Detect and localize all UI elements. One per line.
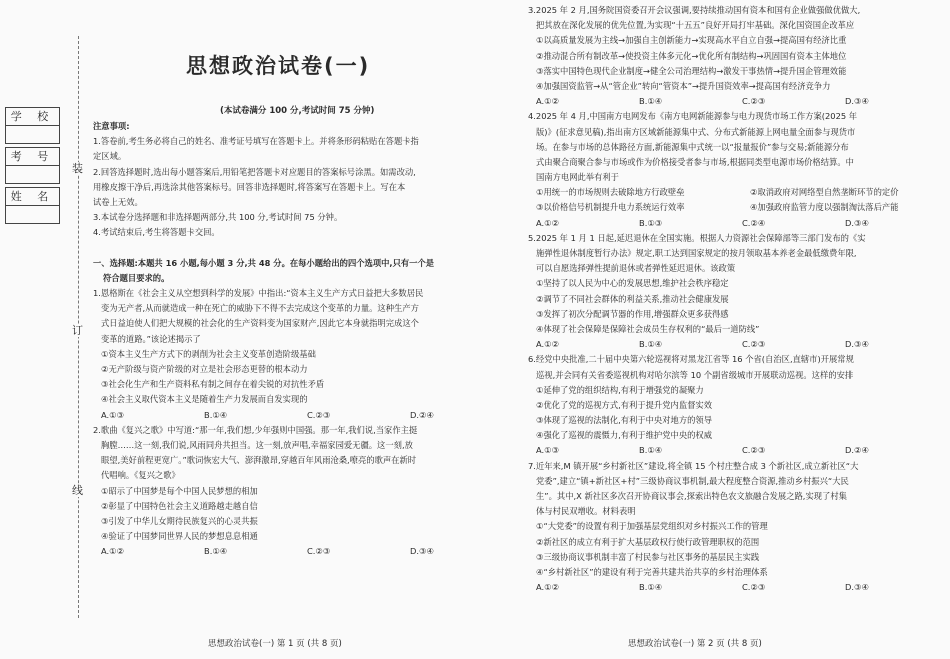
binding-char-xian: 线 bbox=[72, 484, 83, 497]
q3-option-d[interactable]: D.③④ bbox=[845, 96, 869, 107]
name-field bbox=[5, 187, 60, 224]
q6-item: ①延伸了党的组织结构,有利于增强党的凝聚力 bbox=[536, 384, 704, 395]
q7-item: ②新社区的成立有利于扩大基层政权行使行政管理职权的范围 bbox=[536, 536, 760, 547]
q3-options bbox=[528, 94, 950, 109]
school-field bbox=[5, 107, 60, 144]
q1-stem: 变为无产者,从而就造成一种在死亡的威胁下不得不去完成这个变革的力量。这种生产方 bbox=[101, 303, 419, 314]
q2-option-d[interactable]: D.③④ bbox=[410, 546, 434, 557]
note-line: 用橡皮擦干净后,再选涂其他答案标号。回答非选择题时,将答案写在答题卡上。写在本 bbox=[93, 181, 406, 192]
school-label: 学 校 bbox=[6, 108, 59, 126]
q6-stem: 巡视,并会同有关省委巡视机构对哈尔滨等 10 个副省级城市开展联动巡视。这样的安排 bbox=[536, 369, 854, 380]
q3-option-a[interactable]: A.①② bbox=[536, 96, 560, 107]
q4-item-3: ③以价格信号机制提升电力系统运行效率 bbox=[536, 202, 685, 213]
q2-stem: 胸膛……这一刻,我们说,风雨同舟共担当。这一刻,放声唱,幸福家园爱无疆。这一刻,放 bbox=[101, 439, 413, 450]
q2-option-b[interactable]: B.①④ bbox=[204, 546, 228, 557]
name-label: 姓 名 bbox=[6, 188, 59, 206]
q1-option-c[interactable]: C.②③ bbox=[307, 409, 331, 420]
q2-option-c[interactable]: C.②③ bbox=[307, 546, 331, 557]
q7-item: ④“乡村新社区”的建设有利于完善共建共治共享的乡村治理体系 bbox=[536, 566, 768, 577]
q4-items bbox=[528, 200, 950, 215]
q4-option-a[interactable]: A.①② bbox=[536, 217, 560, 228]
notice-title: 注意事项: bbox=[93, 121, 130, 131]
q5-option-d[interactable]: D.③④ bbox=[845, 339, 869, 350]
note-line: 4.考试结束后,考生将答题卡交回。 bbox=[93, 227, 220, 238]
school-blank bbox=[6, 126, 59, 143]
q1-item: ①资本主义生产方式下的剥削为社会主义变革创造阶级基础 bbox=[101, 348, 316, 359]
q1-item: ②无产阶级与资产阶级的对立是社会形态更替的根本动力 bbox=[101, 364, 308, 374]
q4-option-b[interactable]: B.①③ bbox=[639, 217, 663, 228]
q2-item: ②彰显了中国特色社会主义道路越走越自信 bbox=[101, 500, 258, 511]
q2-stem: 代唱响。《复兴之歌》 bbox=[101, 470, 180, 481]
q7-stem: 体与村民双增收。材料表明 bbox=[536, 506, 636, 517]
q6-stem: 6.经党中央批准,二十届中央第六轮巡视将对黑龙江省等 16 个省(自治区,直辖市)开展常规 bbox=[528, 354, 854, 365]
q5-stem: 可以自愿选择弹性提前退休或者弹性延迟退休。该政策 bbox=[536, 263, 736, 274]
q2-options bbox=[93, 544, 513, 559]
exam-number-field bbox=[5, 147, 60, 184]
q4-stem: 4.2025 年 4 月,中国南方电网发布《南方电网新能源参与电力现货市场工作方案(2025 年 bbox=[528, 111, 858, 122]
q6-item: ②优化了党的巡视方式,有利于提升党内监督实效 bbox=[536, 399, 713, 410]
exam-page-2 bbox=[475, 0, 950, 659]
q3-item: ④加强国资监管→从“管企业”转向“管资本”→提升国资效率→提高国有经济竞争力 bbox=[536, 80, 831, 91]
q1-item: ④社会主义取代资本主义是随着生产力发展而自发实现的 bbox=[101, 394, 308, 405]
note-line: 3.本试卷分选择题和非选择题两部分,共 100 分,考试时间 75 分钟。 bbox=[93, 212, 343, 223]
q4-option-d[interactable]: D.③④ bbox=[845, 217, 869, 228]
q6-option-d[interactable]: D.②④ bbox=[845, 445, 869, 456]
q4-item-4: ④加强政府监管力度以强制淘汰落后产能 bbox=[750, 202, 899, 213]
q3-option-c[interactable]: C.②③ bbox=[742, 96, 766, 107]
q1-stem: 变革的道路。”该论述揭示了 bbox=[101, 333, 201, 344]
q6-item: ④强化了巡视的震慑力,有利于维护党中央的权威 bbox=[536, 430, 713, 441]
q5-item: ③发挥了初次分配调节器的作用,增强群众更多获得感 bbox=[536, 308, 729, 319]
binding-char-ding: 订 bbox=[72, 324, 83, 337]
q3-stem: 把其放在深化发展的优先位置,为实现“十五五”良好开局打牢基础。深化国资国企改革应 bbox=[536, 20, 855, 31]
q4-items bbox=[528, 185, 950, 200]
q2-item: ①昭示了中国梦是每个中国人民梦想的相加 bbox=[101, 485, 258, 496]
page2-body bbox=[528, 3, 950, 595]
q7-item: ①“大党委”的设置有利于加强基层党组织对乡村振兴工作的管理 bbox=[536, 521, 768, 532]
q2-option-a[interactable]: A.①② bbox=[101, 546, 125, 557]
q3-item: ②推动混合所有制改革→使投资主体多元化→优化所有制结构→巩固国有资本主体地位 bbox=[536, 50, 847, 61]
q1-item: ③社会化生产和生产资料私有制之间存在着尖锐的对抗性矛盾 bbox=[101, 379, 325, 390]
q2-item: ③引发了中华儿女期待民族复兴的心灵共振 bbox=[101, 515, 258, 526]
q1-options bbox=[93, 408, 513, 423]
page1-body bbox=[93, 119, 513, 559]
q5-stem: 5.2025 年 1 月 1 日起,延迟退休在全国实施。根据人力资源社会保障部等三部门发布的《实 bbox=[528, 232, 866, 243]
q6-option-b[interactable]: B.①④ bbox=[639, 445, 663, 456]
note-line: 2.回答选择题时,选出每小题答案后,用铅笔把答题卡对应题目的答案标号涂黑。如需改动, bbox=[93, 166, 416, 177]
q7-item: ③三级协商议事机制丰富了村民参与社区事务的基层民主实践 bbox=[536, 551, 760, 562]
q4-stem: 式由聚合商聚合参与市场或作为价格接受者参与市场,根据同类型电源市场价格结算。中 bbox=[536, 156, 854, 167]
q3-item: ③落实中国特色现代企业制度→健全公司治理结构→激发干事热情→提升国企管理效能 bbox=[536, 65, 847, 76]
page1-footer: 思想政治试卷(一) 第 1 页 (共 8 页) bbox=[208, 639, 342, 649]
q1-stem: 1.恩格斯在《社会主义从空想到科学的发展》中指出:“资本主义生产方式日益把大多数居民 bbox=[93, 288, 424, 299]
q7-option-c[interactable]: C.②③ bbox=[742, 582, 766, 593]
q7-option-a[interactable]: A.①② bbox=[536, 582, 560, 593]
q1-option-b[interactable]: B.①④ bbox=[204, 409, 228, 420]
section-heading: 一、选择题:本题共 16 小题,每小题 3 分,共 48 分。在每小题给出的四个选项中,只有一个是 bbox=[93, 257, 435, 268]
page2-footer: 思想政治试卷(一) 第 2 页 (共 8 页) bbox=[628, 639, 762, 649]
q2-stem: 2.歌曲《复兴之歌》中写道:“那一年,我们想,少年强则中国强。那一年,我们说,当家作主挺 bbox=[93, 424, 418, 435]
q4-stem: 国南方电网此举有利于 bbox=[536, 172, 619, 183]
q6-item: ③体现了巡视的法制化,有利于中央对地方的领导 bbox=[536, 415, 713, 426]
q5-options bbox=[528, 337, 950, 352]
q3-stem: 3.2025 年 2 月,国务院国资委召开会议强调,要持续推动国有资本和国有企业做强做优做大, bbox=[528, 5, 861, 15]
q7-option-d[interactable]: D.③④ bbox=[845, 582, 869, 593]
q1-option-d[interactable]: D.②④ bbox=[410, 409, 434, 420]
q7-stem: 生”。其中,X 新社区多次召开协商议事会,探索出特色农文旅融合发展之路,实现了村集 bbox=[536, 491, 847, 501]
note-line: 试卷上无效。 bbox=[93, 196, 143, 207]
q4-item-2: ②取消政府对网络型自然垄断环节的定价 bbox=[750, 187, 899, 198]
q5-option-c[interactable]: C.②③ bbox=[742, 339, 766, 350]
note-line: 定区域。 bbox=[93, 151, 127, 162]
note-line: 1.答卷前,考生务必将自己的姓名、准考证号填写在答题卡上。并将条形码粘贴在答题卡指 bbox=[93, 136, 419, 147]
q5-option-b[interactable]: B.①④ bbox=[639, 339, 663, 350]
q4-stem: 版)》(征求意见稿),指出南方区域新能源集中式、分布式新能源上网电量全面参与现货市 bbox=[536, 126, 856, 137]
exam-title: 思想政治试卷(一) bbox=[186, 54, 371, 78]
exam-subtitle: (本试卷满分 100 分,考试时间 75 分钟) bbox=[220, 106, 375, 116]
name-blank bbox=[6, 206, 59, 223]
q5-option-a[interactable]: A.①② bbox=[536, 339, 560, 350]
q3-option-b[interactable]: B.①④ bbox=[639, 96, 663, 107]
q2-stem: 眼望,美好前程更宽广。”歌词恢宏大气、澎湃激昂,穿越百年风雨沧桑,嘹亮的歌声在新时 bbox=[101, 455, 417, 466]
q7-options bbox=[528, 580, 950, 595]
q4-options bbox=[528, 216, 950, 231]
q5-item: ④体现了社会保障是保障社会成员生存权利的“最后一道防线” bbox=[536, 323, 760, 334]
q1-stem: 式日益迫使人们把大规模的社会化的生产资料变为国家财产,因此它本身就指明完成这个 bbox=[101, 318, 419, 329]
q6-options bbox=[528, 443, 950, 458]
q7-option-b[interactable]: B.①④ bbox=[639, 582, 663, 593]
binding-char-zhuang: 装 bbox=[72, 162, 83, 175]
q4-item-1: ①用统一的市场规则去破除地方行政壁垒 bbox=[536, 187, 685, 198]
q7-stem: 7.近年来,M 镇开展“乡村新社区”建设,将全镇 15 个村庄整合成 3 个新社区,成立新社区“大 bbox=[528, 460, 859, 471]
q4-option-c[interactable]: C.②④ bbox=[742, 217, 766, 228]
q1-option-a[interactable]: A.①③ bbox=[101, 409, 125, 420]
q5-item: ②调节了不同社会群体的利益关系,推动社会健康发展 bbox=[536, 293, 729, 304]
q3-item: ①以高质量发展为主线→加强自主创新能力→实现高水平自立自强→提高国有经济比重 bbox=[536, 35, 847, 46]
section-heading-cont: 符合题目要求的。 bbox=[103, 272, 170, 283]
q2-item: ④验证了中国梦同世界人民的梦想息息相通 bbox=[101, 531, 258, 542]
q5-stem: 施弹性退休制度暂行办法》规定,职工达到国家规定的按月领取基本养老金最低缴费年限, bbox=[536, 248, 857, 258]
exam-number-blank bbox=[6, 166, 59, 183]
q4-stem: 场。在参与市场的总体路径方面,新能源集中式统一以“报量报价”参与交易;新能源分布 bbox=[536, 141, 849, 152]
q7-stem: 党委”,建立“镇+新社区+村”三级协商议事机制,最大程度整合资源,推动乡村振兴“大民 bbox=[536, 475, 849, 486]
q6-option-a[interactable]: A.①③ bbox=[536, 445, 560, 456]
q5-item: ①坚持了以人民为中心的发展思想,维护社会秩序稳定 bbox=[536, 278, 729, 289]
q6-option-c[interactable]: C.②③ bbox=[742, 445, 766, 456]
exam-number-label: 考 号 bbox=[6, 148, 59, 166]
